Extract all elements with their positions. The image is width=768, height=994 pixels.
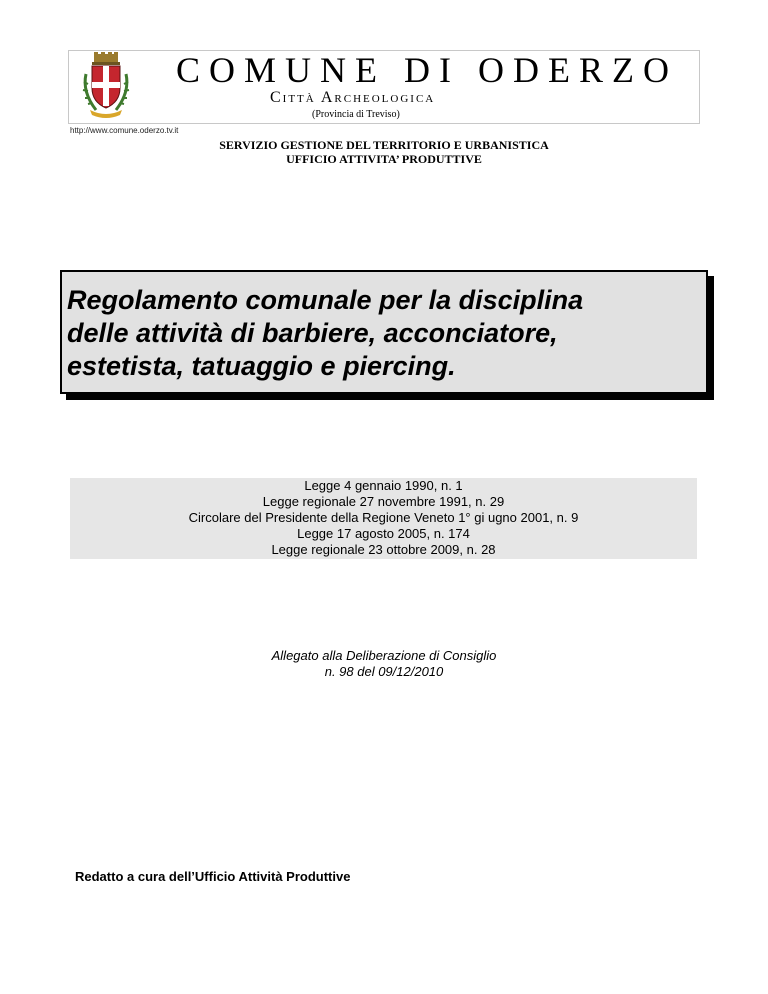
- document-title-line: Regolamento comunale per la disciplina: [67, 285, 584, 315]
- law-reference: Legge regionale 23 ottobre 2009, n. 28: [271, 542, 496, 557]
- law-reference: Legge 4 gennaio 1990, n. 1: [304, 478, 463, 493]
- municipality-title: COMUNE DI ODERZO: [176, 50, 678, 90]
- office-heading: UFFICIO ATTIVITA’ PRODUTTIVE: [286, 152, 482, 166]
- law-reference: Legge regionale 27 novembre 1991, n. 29: [262, 494, 505, 509]
- document-title-box: [60, 270, 708, 394]
- law-reference: Circolare del Presidente della Regione Veneto 1° gi ugno 2001, n. 9: [188, 510, 579, 525]
- legal-references-box: [70, 478, 697, 559]
- coat-of-arms-icon: [76, 52, 136, 120]
- document-title-line: delle attività di barbiere, acconciatore,: [67, 318, 558, 348]
- attachment-line: n. 98 del 09/12/2010: [324, 664, 444, 679]
- editor-credit: Redatto a cura dell’Ufficio Attività Produttive: [75, 869, 351, 884]
- municipality-subtitle: Città Archeologica: [270, 89, 436, 106]
- province-label: (Provincia di Treviso): [312, 109, 400, 120]
- attachment-line: Allegato alla Deliberazione di Consiglio: [271, 648, 497, 663]
- website-link[interactable]: http://www.comune.oderzo.tv.it: [70, 126, 179, 135]
- law-reference: Legge 17 agosto 2005, n. 174: [297, 526, 470, 541]
- service-heading: SERVIZIO GESTIONE DEL TERRITORIO E URBANISTICA: [219, 138, 549, 152]
- attachment-note: [0, 648, 768, 680]
- document-title-line: estetista, tatuaggio e piercing.: [67, 351, 456, 381]
